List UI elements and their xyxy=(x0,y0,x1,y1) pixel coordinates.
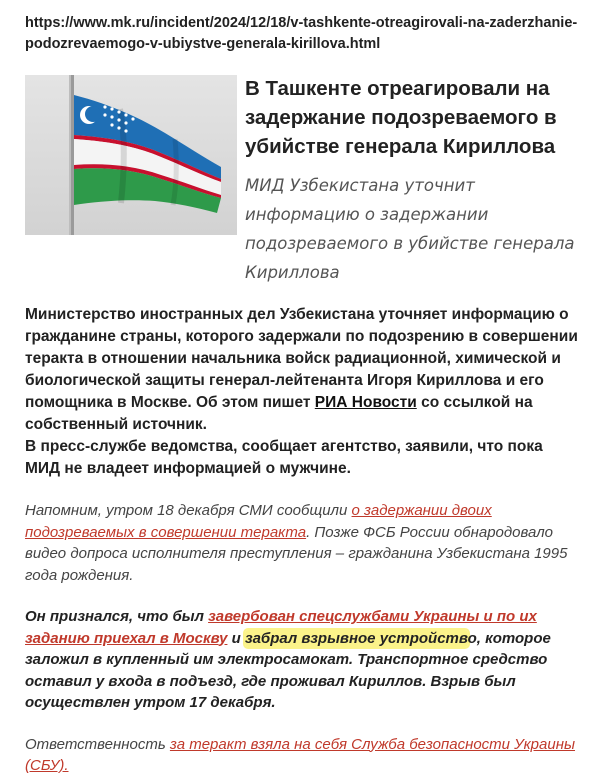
uzbekistan-flag-photo xyxy=(25,75,237,235)
paragraph-text: Напомним, утром 18 декабря СМИ сообщили xyxy=(25,502,352,519)
article-subheadline: МИД Узбекистана уточнит информацию о задержании подозреваемого в убийстве генерала Кириллова xyxy=(245,176,575,282)
paragraph-text: Он признался, что был xyxy=(25,608,209,625)
paragraph-text: о xyxy=(467,629,477,647)
highlighted-text: забрал взрывное устройств xyxy=(244,629,468,647)
paragraph-text: , которое заложил в купленный им электросамокат. Транспортное средство оставил у входа в подъезд, где проживал Кириллов. Взрыв был осуществлен утром 17 декабря. xyxy=(25,629,551,711)
sbu-link[interactable]: за теракт взяла на себя Служба безопасности Украины (СБУ). xyxy=(25,735,576,774)
flag-icon xyxy=(25,75,237,235)
ria-novosti-link[interactable]: РИА Новости xyxy=(314,394,417,411)
paragraph-responsibility xyxy=(25,734,581,777)
paragraph-text: Ответственность xyxy=(25,735,170,753)
detention-link[interactable]: о задержании двоих подозреваемых в совершении теракта xyxy=(25,502,492,541)
lead-second-line: В пресс-службе ведомства, сообщает агентство, заявили, что пока МИД не владеет информацией о мужчине. xyxy=(25,438,543,477)
paragraph-confession xyxy=(25,606,581,714)
article-hero xyxy=(25,64,581,282)
article-lead xyxy=(25,304,581,480)
paragraph-reminder xyxy=(25,500,581,586)
recruited-link[interactable]: завербован спецслужбами Украины и по их заданию приехал в Москву xyxy=(25,608,537,647)
article-page xyxy=(25,10,581,777)
paragraph-text: . Позже ФСБ России обнародовало видео допроса исполнителя преступления – гражданина Узбекистана 1995 года рождения. xyxy=(25,523,568,584)
lead-text-after-link: со ссылкой на собственный источник. xyxy=(25,394,533,433)
paragraph-text: и xyxy=(227,629,245,647)
lead-text: Министерство иностранных дел Узбекистана уточняет информацию о гражданине страны, которого задержали по подозрению в совершении теракта в отношении начальника войск радиационной, химической и биологической защиты генерал-лейтенанта Игоря Кириллова и его помощника в Москве. Об этом пишет xyxy=(25,306,578,411)
article-headline: В Ташкенте отреагировали на задержание подозреваемого в убийстве генерала Кириллова xyxy=(245,77,557,158)
article-url[interactable]: https://www.mk.ru/incident/2024/12/18/v-tashkente-otreagirovali-na-zaderzhanie-podozrevaemogo-v-ubiystve-generala-kirillova.html xyxy=(25,15,578,52)
